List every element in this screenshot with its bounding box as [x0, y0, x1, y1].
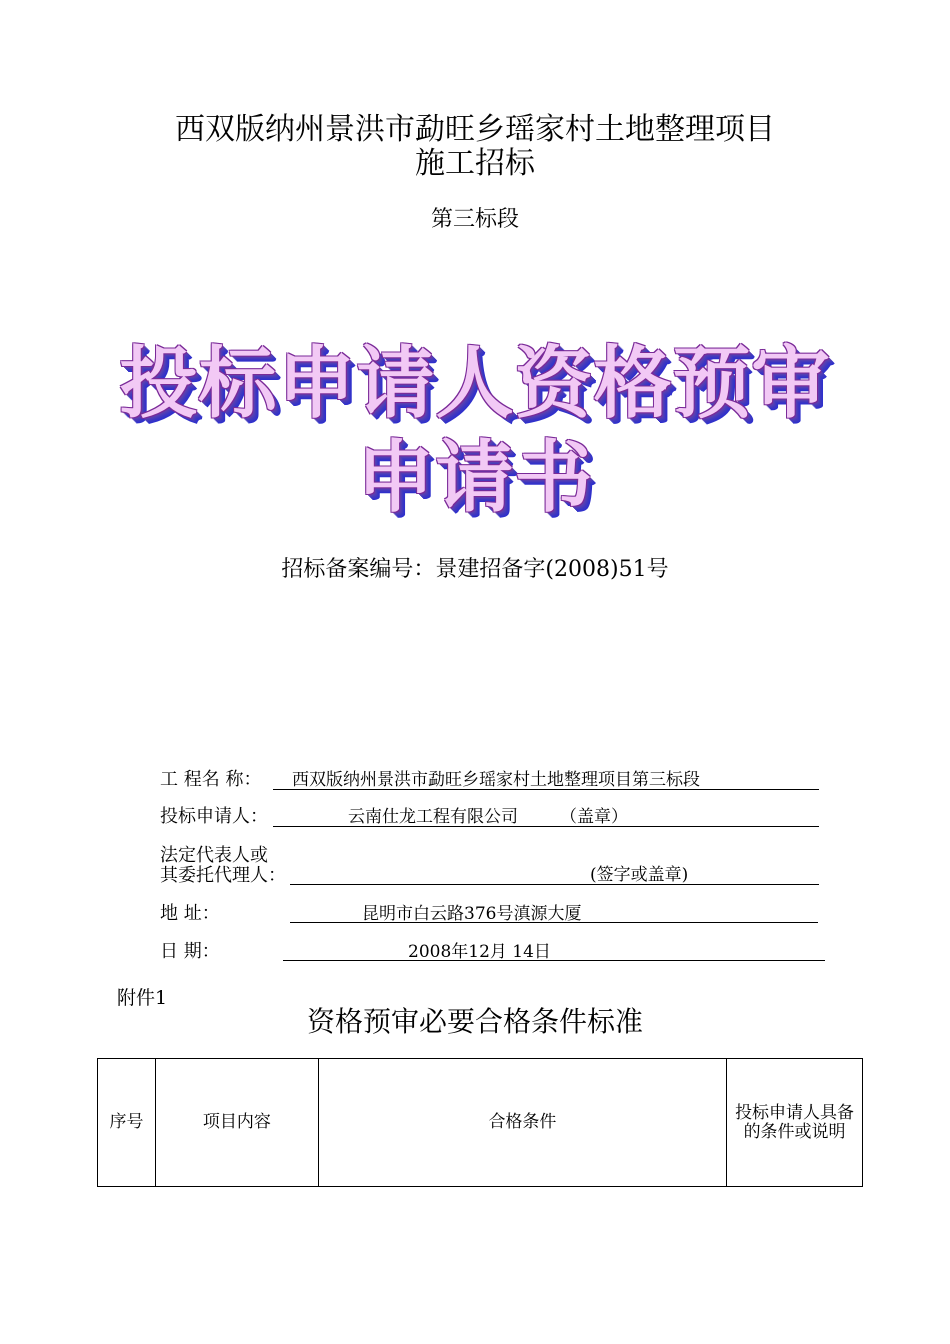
header-qualification-condition: 合格条件 — [318, 1059, 726, 1187]
document-title-line2: 施工招标 — [415, 146, 535, 181]
applicant-value: 云南仕龙工程有限公司 — [348, 807, 518, 827]
project-name-label: 工 程名 称： — [160, 769, 262, 790]
date-value: 2008年12月 14日 — [408, 942, 551, 962]
header-applicant-conditions: 投标申请人具备的条件或说明 — [727, 1059, 863, 1187]
document-title-line1: 西双版纳州景洪市勐旺乡瑶家村土地整理项目 — [175, 112, 775, 147]
applicant-label: 投标申请人： — [160, 806, 268, 827]
table-header-row — [98, 1059, 863, 1187]
header-serial-number: 序号 — [98, 1059, 156, 1187]
standards-table — [97, 1058, 863, 1187]
date-line — [283, 938, 825, 961]
standards-title: 资格预审必要合格条件标准 — [306, 1005, 643, 1038]
representative-label-line1: 法定代表人或 — [160, 845, 268, 866]
annex-label: 附件1 — [117, 987, 168, 1009]
filing-number: 招标备案编号：景建招备字(2008)51号 — [281, 557, 669, 582]
representative-label-line2: 其委托代理人： — [160, 865, 286, 886]
representative-sign-note: (签字或盖章) — [590, 865, 689, 885]
project-name-value: 西双版纳州景洪市勐旺乡瑶家村土地整理项目第三标段 — [292, 770, 700, 790]
main-title-line2: 申请书 — [356, 433, 594, 523]
representative-line — [290, 862, 819, 885]
date-label: 日 期： — [160, 941, 220, 962]
section-label: 第三标段 — [430, 207, 519, 232]
header-item-content: 项目内容 — [155, 1059, 318, 1187]
applicant-seal-note: （盖章） — [560, 807, 628, 827]
address-value: 昆明市白云路376号滇源大厦 — [362, 904, 582, 924]
main-title-line1: 投标申请人资格预审 — [119, 339, 831, 429]
address-label: 地 址： — [160, 903, 220, 924]
